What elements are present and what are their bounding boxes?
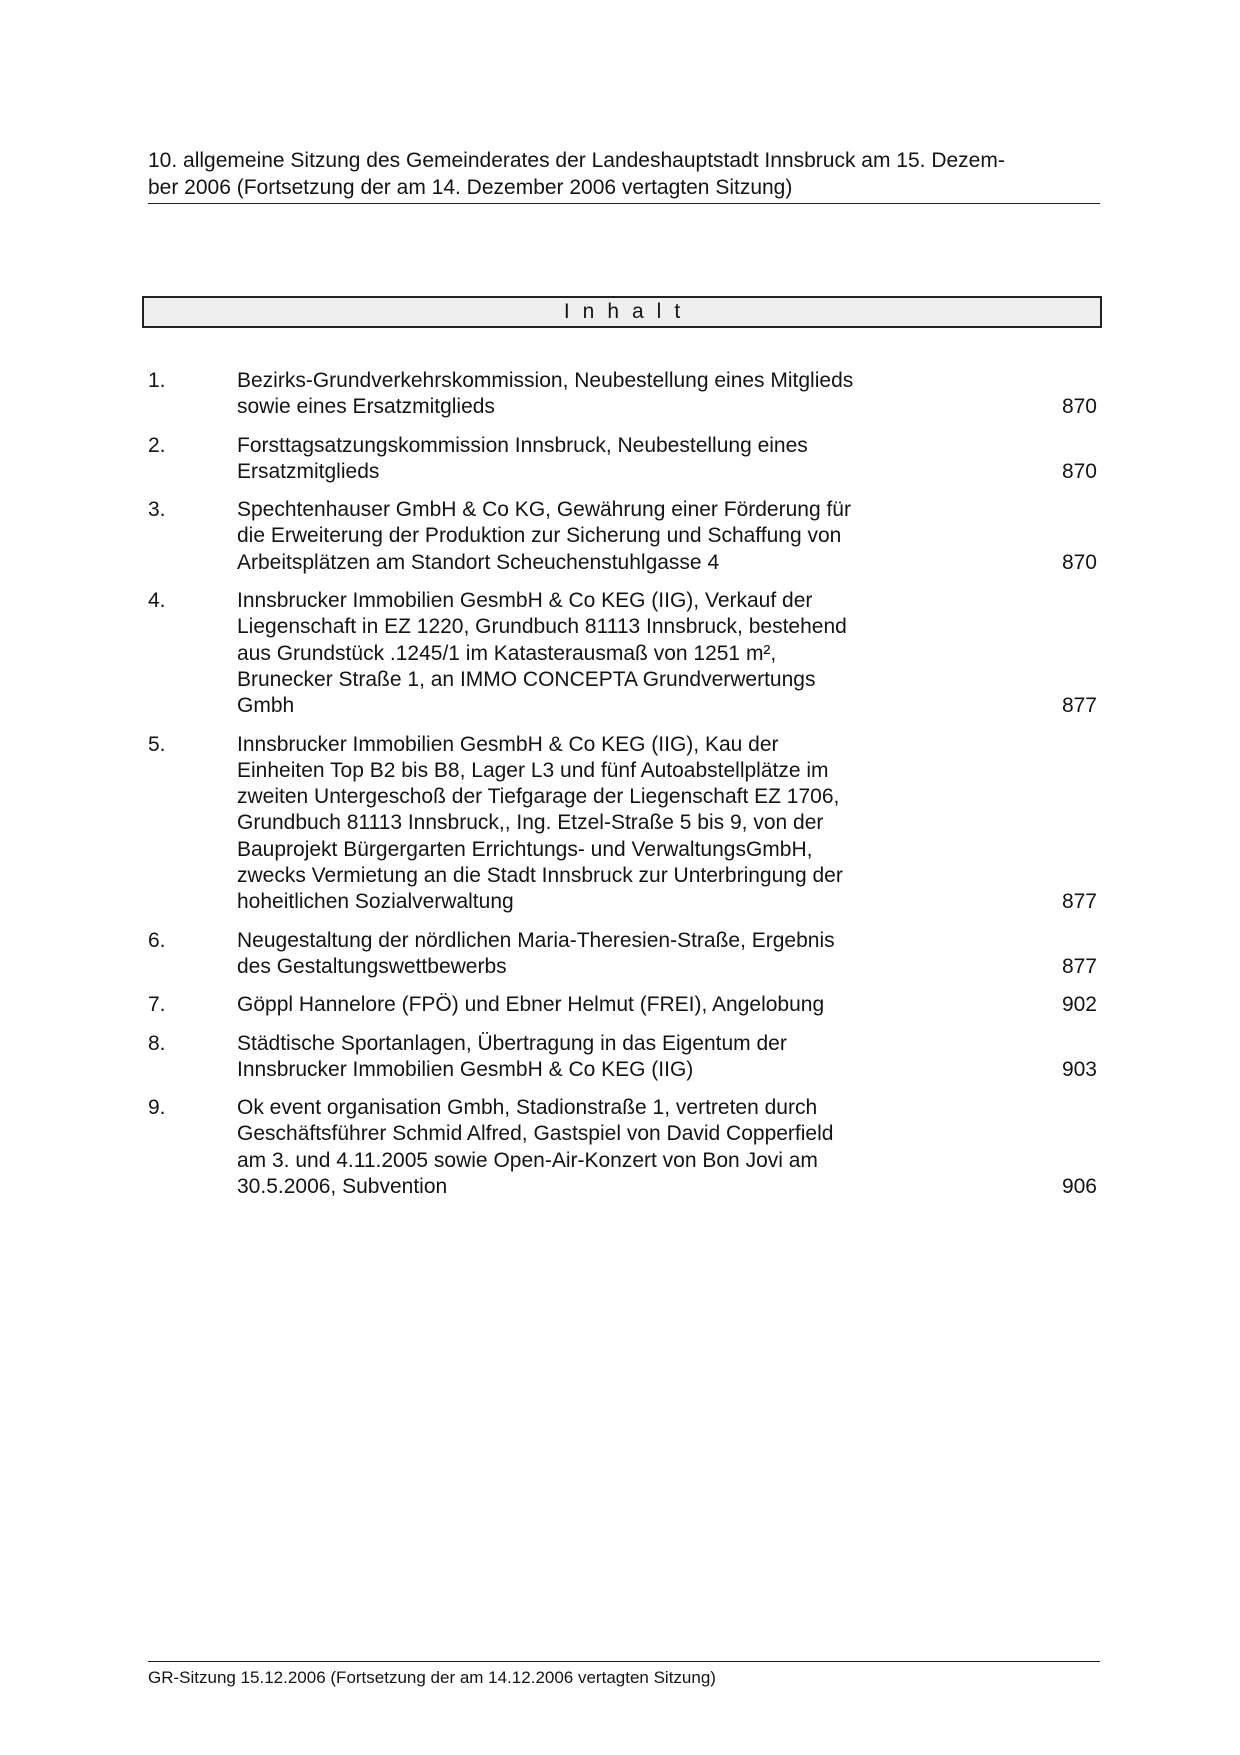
toc-entry-number: 2. — [148, 433, 166, 457]
toc-entry-page-number: 877 — [1061, 694, 1097, 718]
header-line-2: ber 2006 (Fortsetzung der am 14. Dezember 2006 vertagten Sitzung) — [148, 176, 793, 199]
toc-entry-title-line: Innsbrucker Immobilien GesmbH & Co KEG (IIG), Verkauf der — [237, 589, 813, 613]
toc-entry-title-line: Bauprojekt Bürgergarten Errichtungs- und VerwaltungsGmbH, — [237, 837, 813, 861]
toc-entry — [148, 928, 1097, 981]
toc-entry — [148, 1095, 1097, 1200]
toc-entry-title-line: sowie eines Ersatzmitglieds — [237, 395, 495, 419]
page-header — [148, 147, 1100, 204]
toc-entry-title-line: am 3. und 4.11.2005 sowie Open-Air-Konzert von Bon Jovi am — [237, 1148, 818, 1172]
toc-entry-page-number: 870 — [1061, 395, 1097, 419]
toc-entry-title-line: hoheitlichen Sozialverwaltung — [237, 890, 514, 914]
toc-entry-page-number: 870 — [1061, 459, 1097, 483]
toc-entry-page-number: 903 — [1061, 1057, 1097, 1081]
toc-entry-title-line: Spechtenhauser GmbH & Co KG, Gewährung einer Förderung für — [237, 498, 851, 522]
inhalt-heading-box — [142, 296, 1102, 328]
page-footer — [148, 1661, 1100, 1689]
toc-entry-page-number: 877 — [1061, 890, 1097, 914]
toc-entry — [148, 368, 1097, 421]
header-line-1: 10. allgemeine Sitzung des Gemeinderates der Landeshauptstadt Innsbruck am 15. Dezem- — [148, 149, 1005, 172]
toc-entry-title-line: Einheiten Top B2 bis B8, Lager L3 und fünf Autoabstellplätze im — [237, 758, 829, 782]
toc-entry-title — [237, 1095, 937, 1200]
inhalt-title: Inhalt — [563, 300, 694, 323]
toc-entry-title-line: Grundbuch 81113 Innsbruck,, Ing. Etzel-Straße 5 bis 9, von der — [237, 811, 824, 835]
toc-entry-title-line: zwecks Vermietung an die Stadt Innsbruck zur Unterbringung der — [237, 864, 843, 888]
toc-entry-number: 1. — [148, 369, 166, 392]
toc-entry-title-line: Ersatzmitglieds — [237, 459, 380, 483]
toc-entry-title — [237, 497, 937, 576]
toc-entry-title — [237, 1031, 937, 1084]
toc-entry — [148, 433, 1097, 486]
table-of-contents — [148, 368, 1097, 1212]
toc-entry-page-number: 902 — [1061, 993, 1097, 1017]
toc-entry — [148, 992, 1097, 1018]
footer-text: GR-Sitzung 15.12.2006 (Fortsetzung der am 14.12.2006 vertagten Sitzung) — [148, 1668, 716, 1687]
toc-entry-title-line: Göppl Hannelore (FPÖ) und Ebner Helmut (FREI), Angelobung — [237, 993, 825, 1017]
toc-entry-title-line: Arbeitsplätzen am Standort Scheuchenstuhlgasse 4 — [237, 550, 720, 574]
toc-entry-title-line: Geschäftsführer Schmid Alfred, Gastspiel von David Copperfield — [237, 1122, 834, 1146]
toc-entry — [148, 588, 1097, 719]
toc-entry-title-line: Städtische Sportanlagen, Übertragung in das Eigentum der — [237, 1031, 787, 1055]
toc-entry-title-line: 30.5.2006, Subvention — [237, 1175, 448, 1199]
toc-entry-page-number: 870 — [1061, 550, 1097, 574]
toc-entry-page-number: 877 — [1061, 954, 1097, 978]
toc-entry-title-line: zweiten Untergeschoß der Tiefgarage der Liegenschaft EZ 1706, — [237, 785, 840, 809]
toc-entry — [148, 732, 1097, 916]
toc-entry — [148, 1031, 1097, 1084]
toc-entry-title — [237, 732, 937, 916]
toc-entry-page-number: 906 — [1061, 1175, 1097, 1199]
toc-entry-title-line: Bezirks-Grundverkehrskommission, Neubestellung eines Mitglieds — [237, 369, 854, 392]
toc-entry-number: 6. — [148, 928, 166, 952]
toc-entry-title-line: aus Grundstück .1245/1 im Katasterausmaß von 1251 m², — [237, 641, 777, 665]
toc-entry-title — [237, 433, 937, 486]
toc-entry-title-line: Ok event organisation Gmbh, Stadionstraße 1, vertreten durch — [237, 1096, 818, 1120]
toc-entry — [148, 497, 1097, 576]
toc-entry-title-line: des Gestaltungswettbewerbs — [237, 954, 507, 978]
toc-entry-title-line: Gmbh — [237, 694, 295, 718]
toc-entry-title-line: Innsbrucker Immobilien GesmbH & Co KEG (IIG) — [237, 1057, 694, 1081]
toc-entry-title — [237, 588, 937, 719]
toc-entry-number: 4. — [148, 589, 166, 613]
toc-entry-title-line: Liegenschaft in EZ 1220, Grundbuch 81113 Innsbruck, bestehend — [237, 615, 847, 639]
toc-entry-number: 9. — [148, 1096, 166, 1120]
toc-entry-number: 7. — [148, 993, 166, 1017]
toc-entry-title — [237, 928, 937, 981]
toc-entry-title-line: Forsttagsatzungskommission Innsbruck, Neubestellung eines — [237, 433, 808, 457]
toc-entry-title-line: die Erweiterung der Produktion zur Sicherung und Schaffung von — [237, 524, 842, 548]
toc-entry-title — [237, 992, 937, 1018]
toc-entry-title — [237, 368, 937, 421]
toc-entry-title-line: Neugestaltung der nördlichen Maria-Theresien-Straße, Ergebnis — [237, 928, 835, 952]
toc-entry-title-line: Brunecker Straße 1, an IMMO CONCEPTA Grundverwertungs — [237, 667, 816, 691]
toc-entry-number: 3. — [148, 498, 166, 522]
toc-entry-number: 5. — [148, 732, 166, 756]
toc-entry-number: 8. — [148, 1031, 166, 1055]
toc-entry-title-line: Innsbrucker Immobilien GesmbH & Co KEG (IIG), Kau der — [237, 732, 779, 756]
